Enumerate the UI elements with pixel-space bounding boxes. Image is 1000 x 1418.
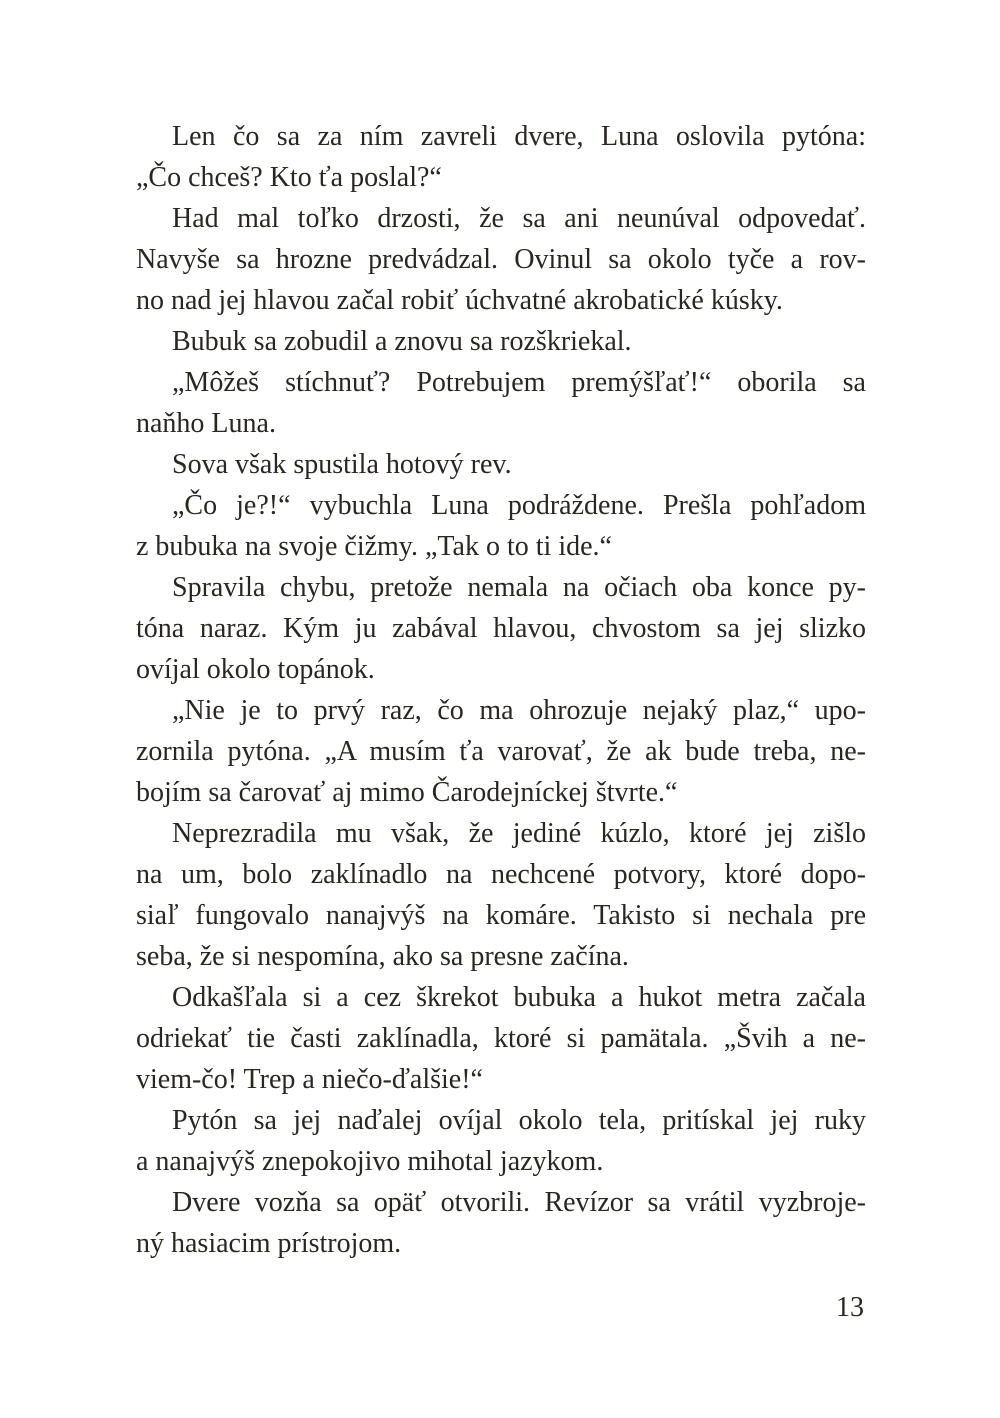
text-line: ovíjal okolo topánok. <box>136 654 375 685</box>
text-line: „Nie je to prvý raz, čo ma ohrozuje nejaký plaz,“ upo- <box>172 695 866 726</box>
text-line: Had mal toľko drzosti, že sa ani neunúval odpovedať. <box>172 203 866 234</box>
text-line: ný hasiacim prístrojom. <box>136 1228 402 1259</box>
text-line: „Čo je?!“ vybuchla Luna podráždene. Prešla pohľadom <box>172 490 866 521</box>
text-line: siaľ fungovalo nanajvýš na komáre. Takisto si nechala pre <box>136 900 866 931</box>
paragraph <box>136 198 866 321</box>
text-line: tóna naraz. Kým ju zabával hlavou, chvostom sa jej slizko <box>136 613 866 644</box>
text-line: Bubuk sa zobudil a znovu sa rozškriekal. <box>172 326 632 357</box>
text-line: Dvere vozňa sa opäť otvorili. Revízor sa vrátil vyzbroje- <box>172 1187 866 1218</box>
text-line: Pytón sa jej naďalej ovíjal okolo tela, pritískal jej ruky <box>172 1105 866 1136</box>
paragraph <box>136 444 866 485</box>
text-line: „Čo chceš? Kto ťa poslal?“ <box>136 162 442 193</box>
text-line: seba, že si nespomína, ako sa presne začína. <box>136 941 629 972</box>
text-line: zornila pytóna. „A musím ťa varovať, že ak bude treba, ne- <box>136 736 866 767</box>
paragraph <box>136 485 866 567</box>
paragraph <box>136 690 866 813</box>
paragraph <box>136 977 866 1100</box>
text-line: Odkašľala si a cez škrekot bubuka a hukot metra začala <box>172 982 866 1013</box>
text-line: na um, bolo zaklínadlo na nechcené potvory, ktoré dopo- <box>136 859 866 890</box>
text-line: Len čo sa za ním zavreli dvere, Luna oslovila pytóna: <box>172 121 866 152</box>
text-line: Neprezradila mu však, že jediné kúzlo, ktoré jej zišlo <box>172 818 866 849</box>
paragraph <box>136 567 866 690</box>
text-line: Navyše sa hrozne predvádzal. Ovinul sa okolo tyče a rov- <box>136 244 866 275</box>
text-line: z bubuka na svoje čižmy. „Tak o to ti ide.“ <box>136 531 612 562</box>
paragraph <box>136 321 866 362</box>
text-line: Sova však spustila hotový rev. <box>172 449 512 480</box>
text-line: odriekať tie časti zaklínadla, ktoré si pamätala. „Švih a ne- <box>136 1023 866 1054</box>
page-body <box>136 116 866 1264</box>
text-line: bojím sa čarovať aj mimo Čarodejníckej štvrte.“ <box>136 777 678 808</box>
text-line: Spravila chybu, pretože nemala na očiach oba konce py- <box>172 572 866 603</box>
text-line: „Môžeš stíchnuť? Potrebujem premýšľať!“ oborila sa <box>172 367 866 398</box>
paragraph <box>136 362 866 444</box>
paragraph <box>136 116 866 198</box>
paragraph <box>136 1182 866 1264</box>
page-number: 13 <box>836 1292 864 1323</box>
text-line: viem-čo! Trep a niečo-ďalšie!“ <box>136 1064 483 1095</box>
text-line: a nanajvýš znepokojivo mihotal jazykom. <box>136 1146 604 1177</box>
paragraph <box>136 1100 866 1182</box>
paragraph <box>136 813 866 977</box>
text-line: no nad jej hlavou začal robiť úchvatné akrobatické kúsky. <box>136 285 783 316</box>
text-line: naňho Luna. <box>136 408 276 439</box>
